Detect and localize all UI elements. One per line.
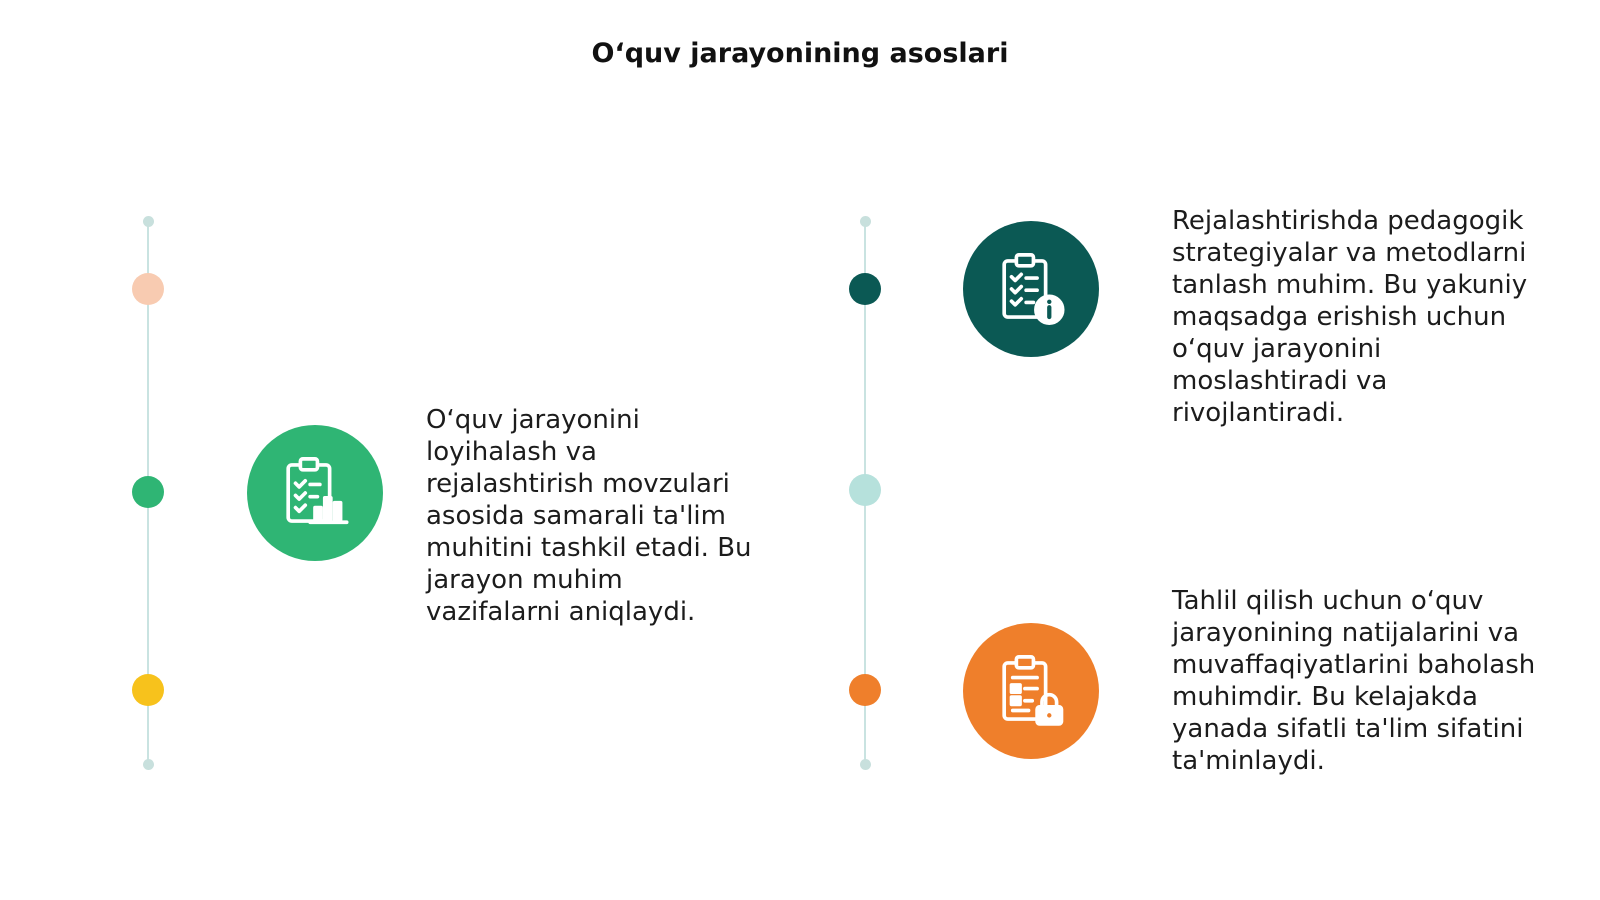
timeline-dot-light-teal <box>849 474 881 506</box>
clipboard-lock-icon <box>992 652 1070 730</box>
timeline-end-dot <box>143 759 154 770</box>
timeline-dot-green <box>132 476 164 508</box>
timeline-dot-peach <box>132 273 164 305</box>
item-2-text: Rejalashtirishda pedagogik strategiyalar va metodlarni tanlash muhim. Bu yakuniy maqsadga erishish uchun o‘quv jarayonini moslashtiradi va rivojlantiradi. <box>1172 206 1528 428</box>
timeline-start-dot <box>143 216 154 227</box>
clipboard-info-icon <box>992 250 1070 328</box>
timeline-dot-dark-teal <box>849 273 881 305</box>
timeline-start-dot <box>860 216 871 227</box>
timeline-dot-orange <box>849 674 881 706</box>
clipboard-chart-icon <box>276 454 354 532</box>
item-1-icon-circle <box>247 425 383 561</box>
page-title: O‘quv jarayonining asoslari <box>591 38 1009 69</box>
item-2-icon-circle <box>963 221 1099 357</box>
item-1-text: O‘quv jarayonini loyihalash va rejalashtirish movzulari asosida samarali ta'lim muhitini tashkil etadi. Bu jarayon muhim vazifalarni aniqlaydi. <box>426 405 752 627</box>
timeline-dot-yellow <box>132 674 164 706</box>
item-3-icon-circle <box>963 623 1099 759</box>
timeline-end-dot <box>860 759 871 770</box>
item-3-text: Tahlil qilish uchun o‘quv jarayonining natijalarini va muvaffaqiyatlarini baholash muhimdir. Bu kelajakda yanada sifatli ta'lim sifatini ta'minlaydi. <box>1172 586 1536 776</box>
